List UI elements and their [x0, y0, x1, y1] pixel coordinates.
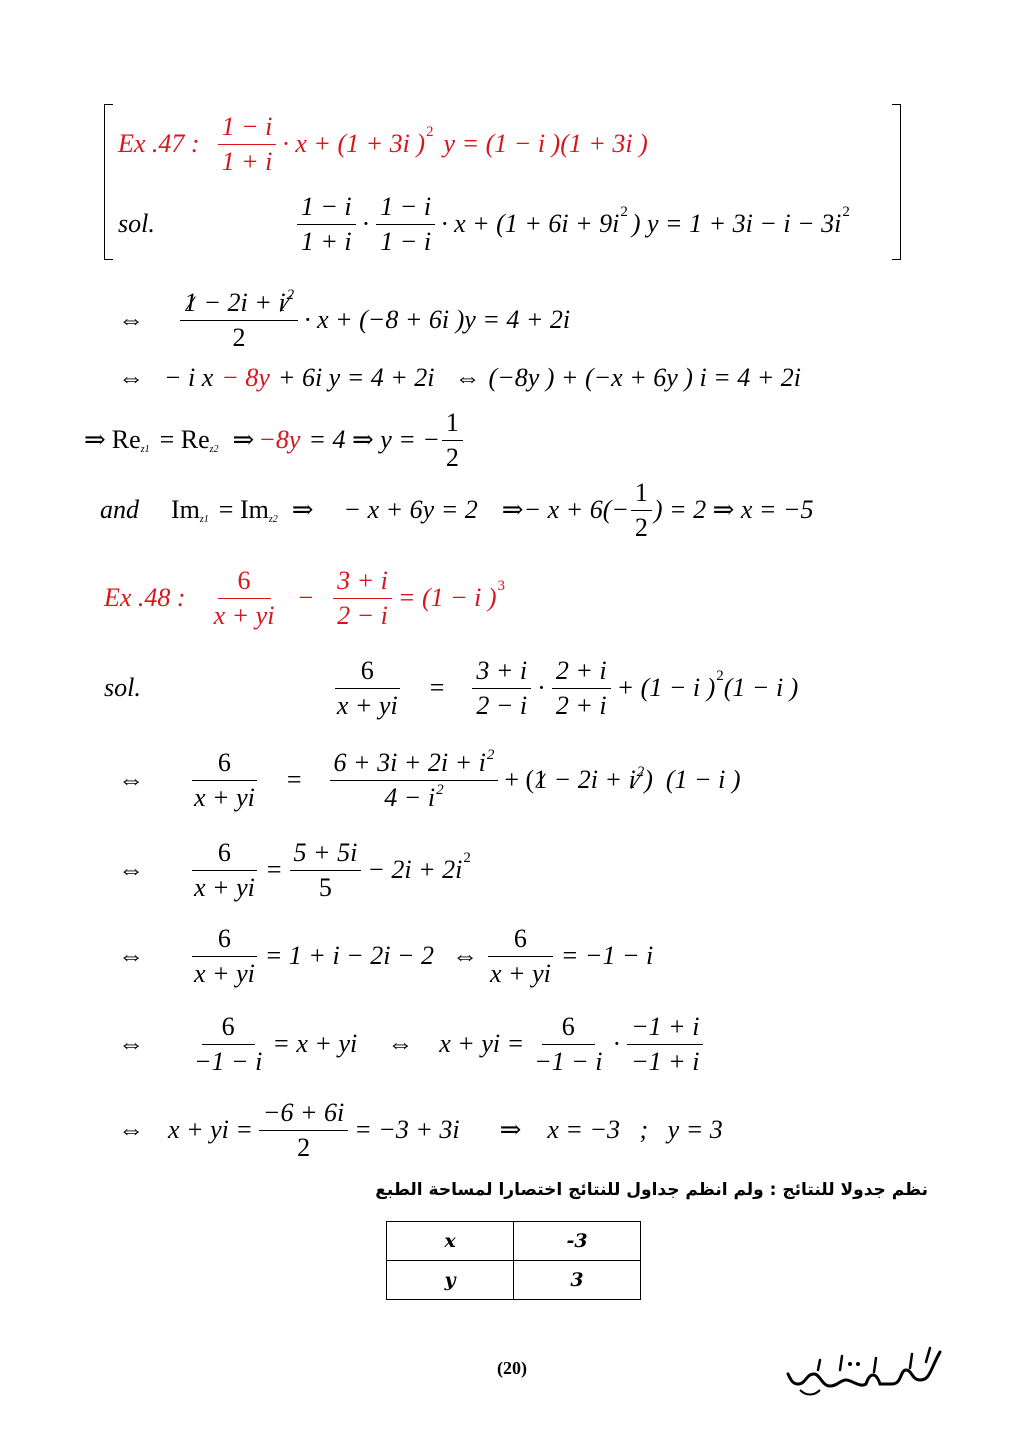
ex48-step2: ⇔ $\frac{6}{x + yi}$ = $\frac{5 + 5i}{5}$ − 2i + 2i 2	[118, 837, 471, 902]
ex47-step2: ⇔ − i x − 8y + 6i y = 4 + 2i ⇔ (−8y ) + (−x + 6y ) i = 4 + 2i	[118, 363, 802, 392]
results-table	[386, 1221, 641, 1300]
signature-image	[780, 1340, 950, 1400]
table-cell-value: -3	[514, 1222, 641, 1261]
ex47-solution-line: sol. $\frac{1 - i}{1 + i}$ · $\frac{1 - i}{1 - i}$ · x + (1 + 6i + 9i 2 ) y = 1 + 3i − i − 3i 2	[118, 191, 850, 256]
ex47-step4: and Im z1 = Im z2 ⇒ − x + 6y = 2 ⇒ − x + 6(− $\frac{1}{2}$ ) = 2 ⇒ x = −5	[100, 477, 814, 542]
ex48-solution-line: sol. $\frac{6}{x + yi}$ = $\frac{3 + i}{2 - i}$ · $\frac{2 + i}{2 + i}$ + (1 − i ) 2 (1 − i )	[104, 655, 799, 720]
right-bracket	[892, 104, 901, 260]
results-note: نظم جدولا للنتائج : ولم انظم جداول للنتائج اختصارا لمساحة الطبع	[375, 1180, 928, 1200]
left-bracket	[104, 104, 113, 260]
ex48-step5: ⇔ x + yi = $\frac{-6 + 6i}{2}$ = −3 + 3i ⇒ x = −3 ; y = 3	[118, 1097, 723, 1162]
ex47-fraction: $\frac{1 - i}{1 + i}$	[218, 112, 277, 177]
page-number: (20)	[497, 1358, 527, 1378]
table-cell-label: x	[387, 1222, 514, 1261]
table-cell-label: y	[387, 1261, 514, 1300]
ex47-problem-line: Ex .47 : $\frac{1 - i}{1 + i}$ · x + (1 + 3i ) 2 y = (1 − i )(1 + 3i )	[118, 111, 648, 176]
ex48-step3: ⇔ $\frac{6}{x + yi}$ = 1 + i − 2i − 2 ⇔ $\frac{6}{x + yi}$ = −1 − i	[118, 923, 654, 988]
equivalence-arrow: ⇔	[118, 305, 144, 334]
ex47-expression: · x + (1 + 3i )	[282, 129, 426, 158]
sol-label: sol.	[118, 209, 155, 238]
table-cell-value: 3	[514, 1261, 641, 1300]
table-row	[387, 1222, 641, 1261]
ex48-step1: ⇔ $\frac{6}{x + yi}$ = $\frac{6 + 3i + 2i + i^2}{4 - i^2}$ + ( 1 − 2i + $i^2$ ) (1 − i )	[118, 746, 741, 812]
ex47-label: Ex .47 :	[118, 129, 200, 158]
ex48-step4: ⇔ $\frac{6}{-1 - i}$ = x + yi ⇔ x + yi = $\frac{6}{-1 - i}$ · $\frac{-1 + i}{-1 + i}$	[118, 1006, 709, 1082]
table-row	[387, 1261, 641, 1300]
ex48-problem-line: Ex .48 : $\frac{6}{x + yi}$ − $\frac{3 + i}{2 - i}$ = (1 − i ) 3	[104, 565, 506, 630]
ex47-step1: ⇔ $\frac{1 - 2i + i^2}{2}$ · x + (−8 + 6i )y = 4 + 2i	[118, 286, 571, 352]
ex48-label: Ex .48 :	[104, 583, 186, 612]
ex47-step3: ⇒ Re z1 = Re z2 ⇒ −8y = 4 ⇒ y = − $\frac{1}{2}$	[84, 404, 469, 476]
